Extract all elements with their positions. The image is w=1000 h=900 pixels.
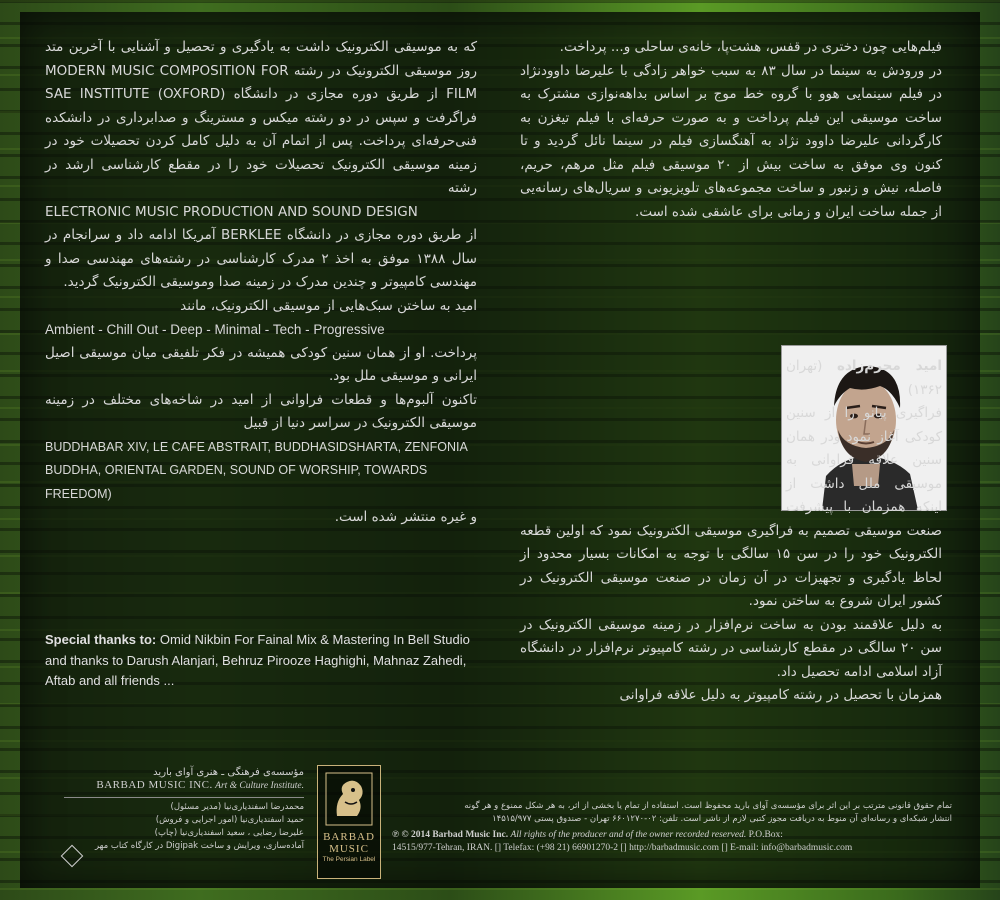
special-thanks — [45, 630, 485, 692]
releases-list: BUDDHABAR XIV, LE CAFE ABSTRAIT, BUDDHASIDSHARTA, ZENFONIA BUDDHA, ORIENTAL GARDEN, SOUND OF WORSHIP, TOWARDS FREEDOM) — [45, 439, 468, 501]
institute-name-fa: مؤسسه‌ی فرهنگی ـ هنری آوای بارید — [153, 767, 304, 778]
course-title-2: ELECTRONIC MUSIC PRODUCTION AND SOUND DESIGN — [45, 203, 418, 220]
institute-name: SAE INSTITUTE (OXFORD) — [45, 86, 226, 102]
bio-paragraph-3: همزمان با تحصیل در رشته کامپیوتر به دلیل علاقه فراوانی — [619, 687, 942, 703]
thanks-label: Special thanks to: — [45, 632, 157, 647]
institute-en-sub: Art & Culture Institute. — [215, 781, 304, 791]
contact-line: 14515/977-Tehran, IRAN. [] Telefax: (+98 21) 66901270-2 [] http://barbadmusic.com [] E-mail: info@barbadmusic.com — [392, 843, 853, 853]
po-box-label: P.O.Box: — [748, 830, 783, 840]
bio-paragraph-2: به دلیل علاقمند بودن به ساخت نرم‌افزار در زمینه موسیقی الکترونیک در سن ۲۰ سالگی در مقطع کارشناسی در رشته کامپیوتر نرم‌افزار در دانشگاه آزاد اسلامی ادامه تحصیل داد. — [520, 616, 942, 680]
right-paragraph-2: در ورودش به سینما در سال ۸۳ به سبب خواهر زادگی با علیرضا داوودنژاد در فیلم سینمایی هوو با گروه خط موج بر اساس بداهه‌نوازی مشترک به ساخت موسیقی این فیلم پرداخت و به صورت حرفه‌ای با فیلم تیغزن به کارگردانی علیرضا داوود نژاد به آهنگسازی فیلم در سینما نائل گردید و تا کنون وی موفق به ساخت بیش از ۲۰ موسیقی فیلم مثل مرهم، حریم، فاصله، نیش و زنبور و ساخت مجموعه‌های تلویزیونی و سریال‌های رسانه‌یی از جمله ساخت ایران و زمانی برای عاشقی شده است. — [520, 62, 943, 220]
artist-name: امید محرم‌زاده — [837, 358, 942, 374]
rights-block — [392, 800, 952, 855]
barbad-logo — [317, 765, 381, 879]
copyright-line — [392, 829, 952, 842]
credit-2: حمید اسفندیاری‌نیا (امور اجرایی و فروش) — [155, 815, 304, 825]
left-p1-text-c: از طریق دوره مجازی در دانشگاه — [233, 86, 438, 102]
thanks-line-2: and thanks to Darush Alanjari, Behruz Pirooze Haghighi, Mahnaz Zahedi, Aftab and all friends ... — [45, 652, 467, 688]
left-p1-text-i: آمریکا ادامه داد و سرانجام در سال ۱۳۸۸ موفق به اخذ ۲ مدرک کارشناسی در رشته‌های مهندسی صدا و مهندسی کامپیوتر و چندین مدرک در زمینه صدا وموسیقی الکترونیک گردید. — [45, 227, 477, 290]
styles-list: Ambient - Chill Out - Deep - Minimal - Tech - Progressive — [45, 322, 385, 337]
bio-paragraph-1: فراگیری پیانو را از سنین کودکی آغاز نمود ودر همان سنین علاقه فراوانی به موسیقی ملل داشت از اینکه همزمان با پیشرفت صنعت موسیقی تصمیم به فراگیری موسیقی الکترونیک نمود که اولین قطعه الکترونیک خود را در سن ۱۵ سالگی با توجه به امکانات بسیار محدود از لحاظ یادگیری و تجهیزات در آن زمان در صنعت موسیقی الکترونیک در کشور ایران شروع به ساختن نمود. — [520, 405, 942, 609]
rights-fa-1: تمام حقوق قانونی مترتب بر این اثر برای مؤسسه‌ی آوای بارید محفوظ است. استفاده از تمام یا بخشی از اثر، به هر شکل ممنوع و هر گونه — [464, 801, 952, 811]
left-p1-text-g: از طریق دوره مجازی در دانشگاه — [286, 227, 477, 243]
artist-birth-info: (تهران ۱۳۶۲) — [786, 358, 942, 398]
institute-en-name: BARBAD MUSIC INC. — [96, 779, 213, 791]
copyright-notice: All rights of the producer and of the owner recorded reserved. — [510, 830, 747, 840]
institute-name-en — [64, 779, 304, 793]
course-title-1: MODERN MUSIC COMPOSITION FOR FILM — [45, 62, 477, 102]
bio-section — [520, 355, 942, 708]
right-column — [520, 36, 942, 224]
left-p1-text-a: که به موسیقی الکترونیک داشت به یادگیری و تحصیل و آشنایی با آخرین متد روز موسیقی الکترونیک در رشته — [45, 39, 478, 79]
credit-1: محمدرضا اسفندیاری‌نیا (مدیر مسئول) — [170, 802, 304, 812]
left-p2-text-a: امید به ساختن سبک‌هایی از موسیقی الکترونیک، مانند — [180, 297, 477, 314]
left-paragraph-3 — [45, 389, 477, 530]
credit-3: علیرضا رضایی ، سعید اسفندیاری‌نیا (چاپ) — [154, 828, 304, 838]
rights-fa-2: انتشار شبکه‌ای و رسانه‌ای آن منوط به دریافت مجوز کتبی لازم از ناشر است. تلفن: ۰۲-۶۶۰۱۲۷۰ تهران - صندوق پستی ۱۴۵۱۵/۹۷۷ — [492, 814, 952, 824]
left-p2-text-c: پرداخت. او از همان سنین کودکی همیشه در فکر تلفیقی میان موسیقی اصیل ایرانی و موسیقی ملل بود. — [45, 344, 477, 384]
thanks-mastering: Omid Nikbin For Fainal Mix & Mastering In Bell Studio — [159, 632, 470, 647]
copyright-owner: ℗ © 2014 Barbad Music Inc. — [392, 830, 509, 840]
left-p3-text-c: و غیره منتشر شده است. — [334, 509, 477, 525]
left-column — [45, 36, 477, 530]
left-p3-text-a: تاکنون آلبوم‌ها و قطعات فراوانی از امید در شاخه‌های مختلف در زمینه موسیقی الکترونیک در سراسر دنیا از قبیل — [45, 391, 477, 431]
lion-emblem-icon — [325, 772, 373, 826]
credit-4: آماده‌سازی، ویرایش و ساخت Digipak در کارگاه کتاب مهر — [94, 841, 304, 851]
left-paragraph-2 — [45, 295, 477, 389]
logo-name: BARBAD MUSIC — [323, 831, 375, 855]
logo-tagline: The Persian Label — [322, 856, 376, 863]
publisher-divider — [64, 797, 304, 798]
publisher-block — [64, 766, 304, 853]
university-name: BERKLEE — [220, 227, 282, 243]
left-p1-text-e: فراگرفت و سپس در دو رشته میکس و مسترینگ و صدابرداری در دانشکده فنی‌حرفه‌ای پرداخت. پس از اتمام آن به دلیل کامل کردن تحصیلات خود در زمینه موسیقی الکترونیک تحصیلات خود را در مقطع کارشناسی ارشد در رشته — [45, 109, 477, 196]
right-paragraph-1: فیلم‌هایی چون دختری در قفس، هشت‌پا، خانه‌ی ساحلی و... پرداخت. — [559, 39, 942, 55]
left-paragraph-1 — [45, 36, 477, 295]
thanks-line-1 — [45, 630, 485, 651]
